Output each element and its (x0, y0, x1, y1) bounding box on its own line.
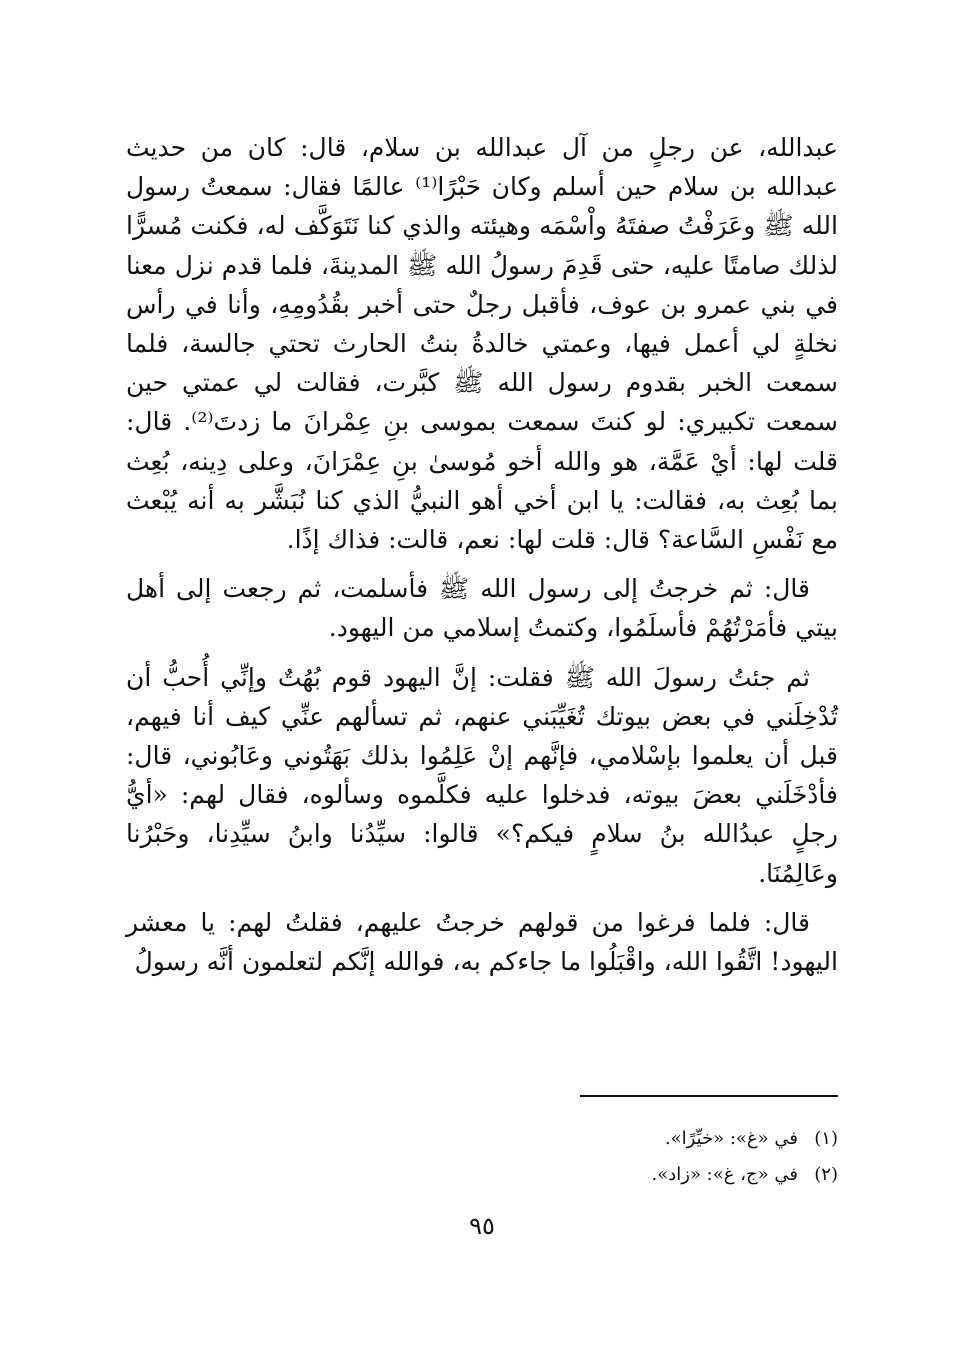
footnote-divider (580, 1095, 838, 1097)
page-number: ٩٥ (469, 1212, 495, 1240)
paragraph-3: ثم جئتُ رسولَ الله ﷺ فقلت: إنَّ اليهود قوم بُهُتٌ وإنِّي أُحبُّ أن تُدْخِلَني في بعض بيوتك تُغَيِّبَني عنهم، ثم تسألهم عنِّي كيف أنا فيهم، قبل أن يعلموا بإسْلامي، فإنَّهم إنْ عَلِمُوا بذلك بَهَتُوني وعَابُوني، قال: فأدْخَلَني بعضَ بيوته، فدخلوا عليه فكلَّموه وسألوه، فقال لهم: «أيُّ رجلٍ عبدُالله بنُ سلامٍ فيكم؟» قالوا: سيِّدُنا وابنُ سيِّدِنا، وحَبْرُنا وعَالِمُنَا. (126, 662, 838, 888)
footnote-1-text: في «غ»: «خيِّرًا». (664, 1128, 798, 1149)
footnote-1-number: (١) (814, 1128, 838, 1149)
footnote-1 (126, 1121, 838, 1157)
footnotes (126, 1095, 838, 1193)
footnote-2-number: (٢) (814, 1164, 838, 1185)
footnote-2-text: في «ج، غ»: «زاد». (651, 1164, 798, 1185)
paragraph-2: قال: ثم خرجتُ إلى رسول الله ﷺ فأسلمت، ثم رجعت إلى أهل بيتي فأمَرْتُهُمْ فأسلَمُوا، وكتمتُ إسلامي من اليهود. (126, 574, 838, 643)
footnote-2 (126, 1157, 838, 1193)
paragraph-1: عبدالله، عن رجلٍ من آل عبدالله بن سلام، قال: كان من حديث عبدالله بن سلام حين أسلم وكان حَبْرًا⁽¹⁾ عالمًا فقال: سمعتُ رسول الله ﷺ وعَرَفْتُ صفتَهُ واْسْمَه وهيئته والذي كنا نَتَوَكَّف له، فكنت مُسرًّا لذلك صامتًا عليه، حتى قَدِمَ رسولُ الله ﷺ المدينةَ، فلما قدم نزل معنا في بني عمرو بن عوف، فأقبل رجلٌ حتى أخبر بقُدُومِهِ، وأنا في رأس نخلةٍ لي أعمل فيها، وعمتي خالدةُ بنتُ الحارث تحتي جالسة، فلما سمعت الخبر بقدوم رسول الله ﷺ كبَّرت، فقالت لي عمتي حين سمعت تكبيري: لو كنتَ سمعت بموسى بنِ عِمْرانَ ما زدتَ⁽²⁾. قال: قلت لها: أيْ عَمَّة، هو والله أخو مُوسىٰ بنِ عِمْرَانَ، وعلى دِينه، بُعِث بما بُعِث به، فقالت: يا ابن أخي أهو النبيُّ الذي كنا نُبَشَّر به أنه يُبْعث مع نَفْسِ السَّاعة؟ قال: قلت لها: نعم، قالت: فذاك إذًا. (126, 133, 838, 555)
paragraph-4: قال: فلما فرغوا من قولهم خرجتُ عليهم، فقلتُ لهم: يا معشر اليهود! اتَّقُوا الله، واقْبَلُوا ما جاءكم به، فوالله إنَّكم لتعلمون أنَّه رسولُ (126, 907, 838, 977)
page-body (126, 128, 838, 991)
